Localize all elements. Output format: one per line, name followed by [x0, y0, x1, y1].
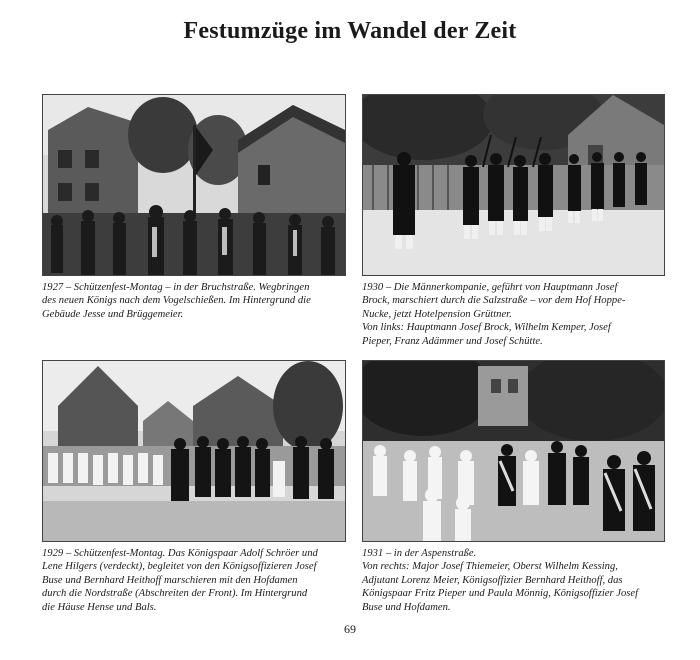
photo-1929-nordstrasse [42, 360, 346, 542]
caption-line: Adjutant Lorenz Meier, Königsoffizier Bernhard Heithoff, das [362, 574, 623, 586]
caption-line: Königspaar Fritz Pieper und Paula Mönnig, Königsoffizier Josef [362, 588, 639, 600]
caption-line: die Häuse Hense und Bals. [42, 601, 157, 613]
caption-line: Von links: Hauptmann Josef Brock, Wilhelm Kemper, Josef [362, 322, 611, 334]
caption-line: Brock, marschiert durch die Salzstraße – vor dem Hof Hoppe- [362, 295, 626, 307]
caption-1927 [42, 281, 346, 321]
caption-line: 1930 – Die Männerkompanie, geführt von Hauptmann Josef [362, 282, 618, 293]
caption-line: Lene Hilgers (verdeckt), begleitet von den Königsoffizieren Josef [42, 561, 317, 573]
caption-1929 [42, 547, 346, 614]
photo-1931-aspenstrasse [362, 360, 665, 542]
caption-1930 [362, 281, 665, 348]
caption-line: durch die Nordstraße (Abschreiten der Front). Im Hintergrund [42, 588, 308, 600]
caption-line: Buse und Hofdamen. [362, 601, 451, 613]
caption-line: 1927 – Schützenfest-Montag – in der Bruchstraße. Wegbringen [42, 282, 310, 293]
caption-1931 [362, 547, 665, 614]
caption-line: Gebäude Jesse und Brüggemeier. [42, 308, 184, 320]
page-title: Festumzüge im Wandel der Zeit [183, 18, 517, 44]
page-number: 69 [344, 622, 356, 636]
caption-line: des neuen Königs nach dem Vogelschießen. Im Hintergrund die [42, 295, 311, 307]
caption-line: Pieper, Franz Adämmer und Josef Schütte. [362, 335, 543, 347]
caption-line: Buse und Bernhard Heithoff marschieren mit den Hofdamen [42, 574, 298, 586]
caption-line: Von rechts: Major Josef Thiemeier, Oberst Wilhelm Kessing, [362, 561, 618, 573]
photo-1927-bruchstrasse [42, 94, 346, 276]
photo-1930-salzstrasse [362, 94, 665, 276]
caption-line: 1931 – in der Aspenstraße. [362, 548, 477, 559]
caption-line: Nucke, jetzt Hotelpension Grüttner. [362, 308, 512, 320]
caption-line: 1929 – Schützenfest-Montag. Das Königspaar Adolf Schröer und [42, 548, 318, 559]
